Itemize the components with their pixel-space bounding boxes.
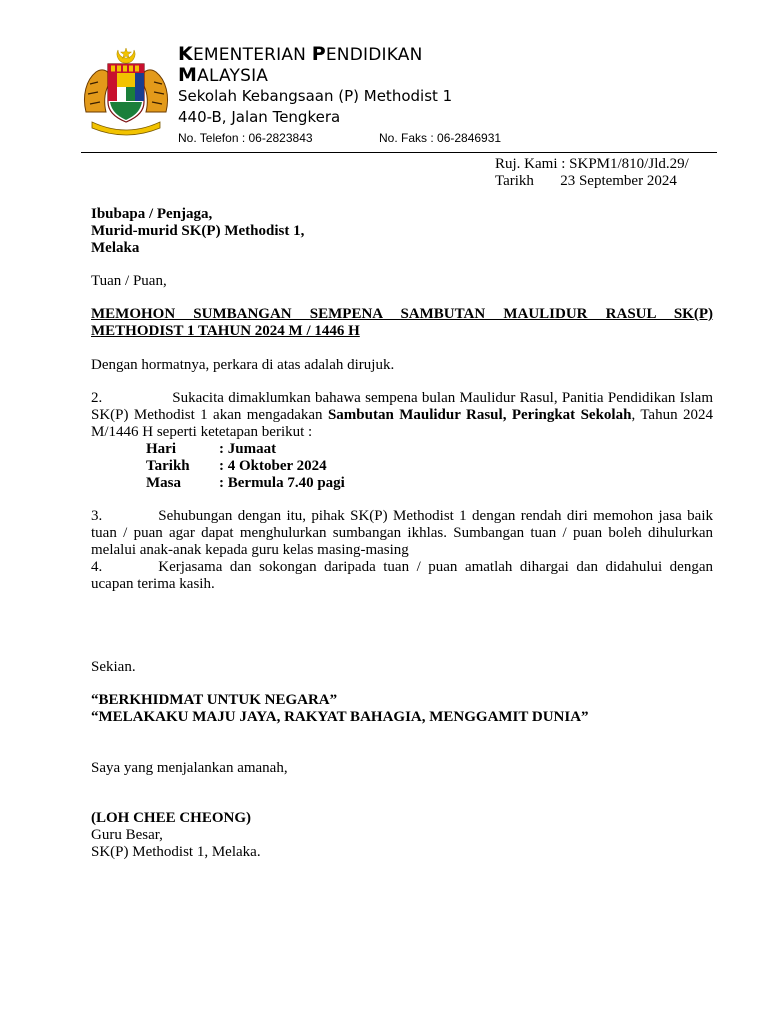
- paragraph-3: 3. Sehubungan dengan itu, pihak SK(P) Methodist 1 dengan rendah diri memohon jasa baik tuan / puan agar dapat menghulurkan sumbangan ikhlas. Sumbangan tuan / puan boleh dihulurkan melalui anak-anak kepada guru kelas masing-masing: [91, 508, 713, 558]
- signatory-organisation: SK(P) Methodist 1, Melaka.: [91, 844, 261, 860]
- motto-block: [91, 692, 713, 726]
- subject-line: MEMOHON SUMBANGAN SEMPENA SAMBUTAN MAULIDUR RASUL SK(P): [91, 306, 713, 322]
- schedule-value: : Jumaat: [219, 441, 277, 457]
- schedule-value: : Bermula 7.40 pagi: [219, 475, 345, 491]
- malaysia-coat-of-arms-icon: [80, 46, 172, 136]
- school-name: Sekolah Kebangsaan (P) Methodist 1: [178, 87, 453, 105]
- recipient-block: [91, 206, 713, 257]
- subject-line: METHODIST 1 TAHUN 2024 M / 1446 H: [91, 323, 360, 339]
- letter-date: Tarikh 23 September 2024: [495, 173, 677, 189]
- schedule-row: [146, 475, 713, 492]
- motto-line: “MELAKAKU MAJU JAYA, RAKYAT BAHAGIA, MENGGAMIT DUNIA”: [91, 709, 589, 725]
- event-schedule: [91, 441, 713, 492]
- schedule-label: Masa: [146, 475, 181, 491]
- contact-info: [178, 131, 501, 145]
- motto-line: “BERKHIDMAT UNTUK NEGARA”: [91, 692, 338, 708]
- recipient-line: Ibubapa / Penjaga,: [91, 206, 213, 222]
- schedule-value: : 4 Oktober 2024: [219, 458, 327, 474]
- amanah-line: Saya yang menjalankan amanah,: [91, 760, 288, 776]
- schedule-label: Tarikh: [146, 458, 190, 474]
- paragraph-2: 2. Sukacita dimaklumkan bahawa sempena bulan Maulidur Rasul, Panitia Pendidikan Islam SK(P) Methodist 1 akan mengadakan Sambutan Maulidur Rasul, Peringkat Sekolah, Tahun 2024 M/1446 H seperti ketetapan berikut :: [91, 390, 713, 440]
- subject-heading: [91, 306, 713, 340]
- schedule-row: [146, 441, 713, 458]
- paragraph-4: 4. Kerjasama dan sokongan daripada tuan / puan amatlah dihargai dan didahului dengan ucapan terima kasih.: [91, 559, 713, 592]
- school-address: 440-B, Jalan Tengkera: [178, 108, 341, 126]
- recipient-line: Melaka: [91, 240, 140, 256]
- letterhead: [178, 44, 501, 145]
- signatory-name: (LOH CHEE CHEONG): [91, 810, 252, 826]
- signatory-title: Guru Besar,: [91, 827, 163, 843]
- fax-number: No. Faks : 06-2846931: [379, 131, 502, 145]
- recipient-line: Murid-murid SK(P) Methodist 1,: [91, 223, 305, 239]
- schedule-row: [146, 458, 713, 475]
- signature-block: [91, 810, 713, 861]
- closing: Sekian.: [91, 659, 136, 675]
- telephone-number: No. Telefon : 06-2823843: [178, 131, 313, 145]
- schedule-label: Hari: [146, 441, 176, 457]
- salutation: Tuan / Puan,: [91, 273, 167, 289]
- reference-block: [495, 156, 689, 190]
- paragraph-1: Dengan hormatnya, perkara di atas adalah dirujuk.: [91, 357, 395, 373]
- reference-number: Ruj. Kami : SKPM1/810/Jld.29/: [495, 156, 689, 172]
- ministry-name: KEMENTERIAN PENDIDIKAN MALAYSIA: [178, 43, 423, 86]
- letterhead-divider: [81, 152, 717, 153]
